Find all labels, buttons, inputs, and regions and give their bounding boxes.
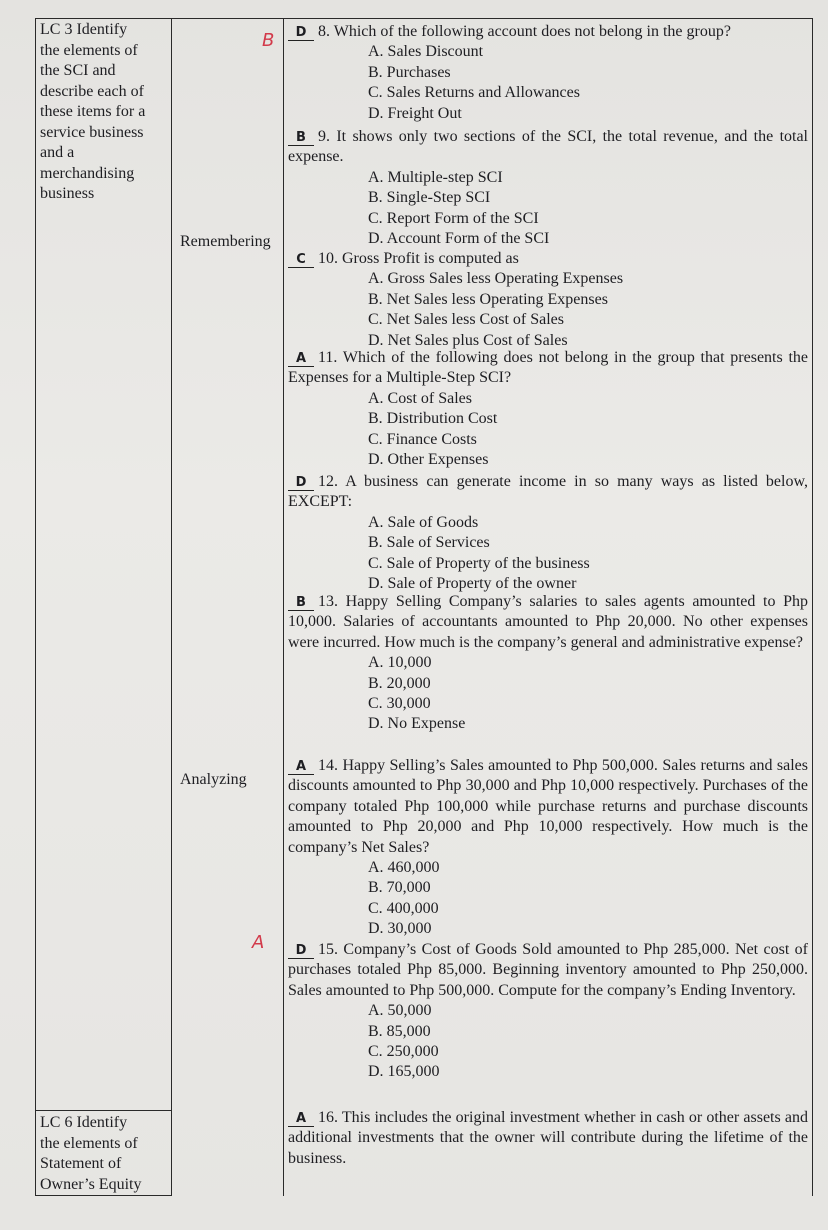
question-prompt: It shows only two sections of the SCI, the total revenue, and the total expense. — [288, 128, 809, 166]
answer-option: B. Net Sales less Operating Expenses — [368, 290, 608, 308]
question-text — [288, 756, 808, 858]
question-prompt: This includes the original investment whether in cash or other assets and additional investments that the owner will contribute during the lifetime of the business. — [288, 1109, 808, 1167]
answer-option: A. Sales Discount — [368, 43, 484, 61]
answer-option: D. Other Expenses — [368, 451, 489, 469]
answer-option: A. Multiple-step SCI — [368, 168, 503, 186]
answer-option: A. Cost of Sales — [368, 389, 472, 407]
question-text — [288, 940, 808, 1001]
answer-blank[interactable]: D — [288, 475, 314, 491]
table-bottom-border — [35, 1195, 172, 1196]
question-prompt: Happy Selling’s Sales amounted to Php 500,000. Sales returns and sales discounts amounted to Php 30,000 and Php 10,000 respectively. Purchases of the company totaled Php 100,000 while purchase returns and purchase discounts amounted to Php 20,000 and Php 10,000 respectively. How much is the company’s Net Sales? — [288, 757, 809, 856]
answer-blank[interactable]: C — [288, 252, 314, 268]
answer-option: D. Freight Out — [368, 104, 462, 122]
question-item — [288, 127, 808, 249]
answer-option: A. Sale of Goods — [368, 513, 479, 531]
answer-option: C. Sales Returns and Allowances — [368, 84, 580, 102]
answer-option: A. Gross Sales less Operating Expenses — [368, 270, 624, 288]
question-number: 16. — [318, 1109, 338, 1126]
question-number: 10. — [318, 250, 338, 267]
objective-line: and a — [40, 144, 75, 161]
answer-option: B. 20,000 — [368, 674, 431, 692]
objective-line: LC 3 Identify — [40, 21, 128, 38]
question-number: 9. — [318, 128, 330, 145]
level-analyzing: Analyzing — [180, 771, 247, 788]
objective-line: Owner’s Equity — [40, 1175, 142, 1193]
question-text — [288, 127, 808, 168]
answer-option: C. Finance Costs — [368, 430, 477, 448]
objective-line: Statement of — [40, 1155, 122, 1172]
answer-blank[interactable]: B — [288, 130, 314, 146]
answer-option: D. Sale of Property of the owner — [368, 575, 577, 593]
objective-line: merchandising — [40, 164, 135, 182]
answer-option: C. 30,000 — [368, 695, 431, 713]
question-prompt: Which of the following does not belong in the group that presents the Expenses for a Multiple-Step SCI? — [288, 349, 808, 387]
handwritten-mark-b: B — [262, 30, 275, 51]
question-number: 8. — [318, 23, 330, 40]
answer-blank[interactable]: B — [288, 595, 314, 611]
objective-line: business — [40, 185, 95, 202]
answer-option: D. Account Form of the SCI — [368, 230, 550, 248]
question-text — [288, 1108, 808, 1169]
answer-blank[interactable]: A — [288, 351, 314, 367]
question-item — [288, 592, 808, 735]
answer-option: A. 50,000 — [368, 1002, 432, 1020]
learning-competency-6 — [40, 1113, 170, 1195]
question-item — [288, 472, 808, 594]
answer-option: B. Distribution Cost — [368, 410, 498, 428]
objective-line: these items for a — [40, 103, 146, 120]
answer-option: D. Net Sales plus Cost of Sales — [368, 331, 568, 349]
objective-line: describe each of — [40, 82, 144, 100]
question-prompt: A business can generate income in so many ways as listed below, EXCEPT: — [288, 473, 808, 511]
question-number: 13. — [318, 593, 338, 610]
question-prompt: Happy Selling Company’s salaries to sales agents amounted to Php 10,000. Salaries of accountants amounted to Php 20,000. No other expenses were incurred. How much is the company’s general and administrative expense? — [288, 593, 809, 651]
question-item — [288, 22, 808, 124]
learning-competency-3 — [40, 20, 170, 205]
handwritten-mark-a: A — [252, 932, 265, 953]
question-prompt: Which of the following account does not belong in the group? — [333, 23, 731, 40]
objective-line: the elements of — [40, 41, 138, 59]
answer-option: A. 10,000 — [368, 654, 432, 672]
answer-option: D. 30,000 — [368, 920, 432, 938]
answer-option: C. Report Form of the SCI — [368, 209, 539, 227]
objective-line: the SCI and — [40, 62, 116, 79]
column-divider-2 — [283, 18, 284, 1196]
question-prompt: Company’s Cost of Goods Sold amounted to Php 285,000. Net cost of purchases totaled Php 85,000. Beginning inventory amounted to Php 250,000. Sales amounted to Php 500,000. Compute for the company’s Ending Inventory. — [288, 941, 809, 999]
answer-option: B. Single-Step SCI — [368, 189, 491, 207]
question-number: 11. — [318, 349, 338, 366]
answer-blank[interactable]: A — [288, 759, 314, 775]
answer-option: B. Sale of Services — [368, 534, 490, 552]
question-prompt: Gross Profit is computed as — [342, 250, 519, 267]
question-text — [288, 472, 808, 513]
question-text — [288, 249, 808, 269]
question-number: 12. — [318, 473, 338, 490]
answer-option: B. 85,000 — [368, 1022, 431, 1040]
table-left-border — [35, 18, 36, 1196]
answer-blank[interactable]: D — [288, 25, 314, 41]
question-number: 14. — [318, 757, 338, 774]
answer-option: C. 250,000 — [368, 1043, 439, 1061]
table-right-border — [812, 18, 813, 1196]
level-remembering: Remembering — [180, 233, 271, 250]
answer-option: D. No Expense — [368, 715, 466, 733]
question-item — [288, 940, 808, 1083]
answer-option: C. Sale of Property of the business — [368, 554, 590, 572]
answer-option: A. 460,000 — [368, 859, 440, 877]
question-item — [288, 348, 808, 470]
question-item — [288, 756, 808, 940]
question-item — [288, 249, 808, 351]
question-text — [288, 348, 808, 389]
objective-line: LC 6 Identify — [40, 1114, 128, 1131]
question-item — [288, 1108, 808, 1169]
answer-option: B. Purchases — [368, 63, 451, 81]
question-number: 15. — [318, 941, 338, 958]
answer-blank[interactable]: A — [288, 1111, 314, 1127]
answer-blank[interactable]: D — [288, 943, 314, 959]
answer-option: C. Net Sales less Cost of Sales — [368, 311, 564, 329]
column-divider-1 — [171, 18, 172, 1196]
answer-option: D. 165,000 — [368, 1063, 440, 1081]
objective-line: service business — [40, 123, 144, 141]
answer-option: B. 70,000 — [368, 879, 431, 897]
answer-option: C. 400,000 — [368, 899, 439, 917]
row-divider — [35, 1110, 172, 1111]
question-text — [288, 22, 808, 42]
question-text — [288, 592, 808, 653]
objective-line: the elements of — [40, 1134, 138, 1152]
